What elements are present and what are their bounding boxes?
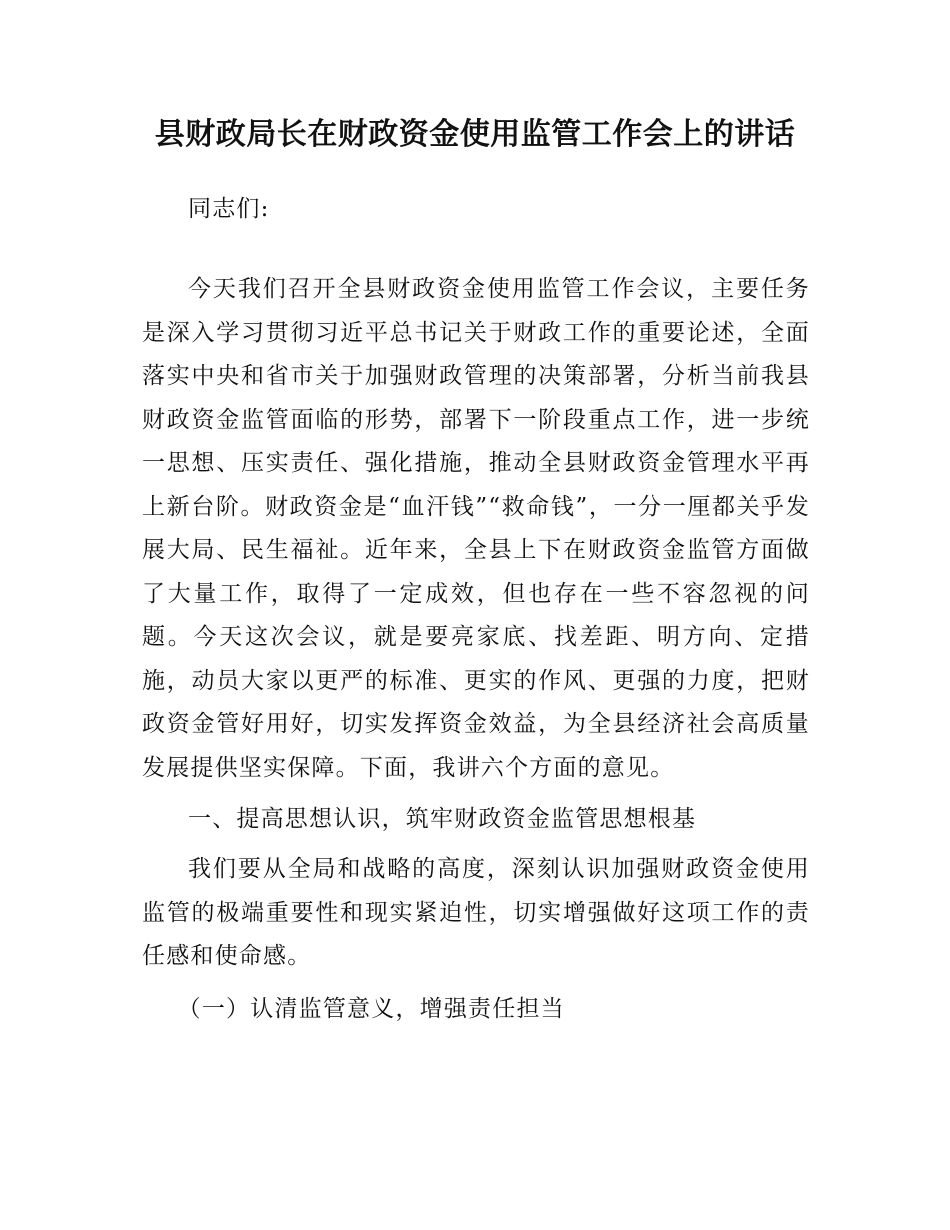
greeting: 同志们: <box>188 196 270 222</box>
intro-paragraph: 今天我们召开全县财政资金使用监管工作会议，主要任务是深入学习贯彻习近平总书记关于财政工作的重要论述，全面落实中央和省市关于加强财政管理的决策部署，分析当前我县财政资金监管面临的形势，部署下一阶段重点工作，进一步统一思想、压实责任、强化措施，推动全县财政资金管理水平再上新台阶。财政资金是“血汗钱”“救命钱”，一分一厘都关乎发展大局、民生福祉。近年来，全县上下在财政资金监管方面做了大量工作，取得了一定成效，但也存在一些不容忽视的问题。今天这次会议，就是要亮家底、找差距、明方向、定措施，动员大家以更严的标准、更实的作风、更强的力度，把财政资金管好用好，切实发挥资金效益，为全县经济社会高质量发展提供坚实保障。下面，我讲六个方面的意见。 <box>142 276 810 781</box>
section-1-heading: 一、提高思想认识，筑牢财政资金监管思想根基 <box>188 806 697 832</box>
section-1-subheading-1: （一）认清监管意义，增强责任担当 <box>177 996 565 1022</box>
section-1-paragraph: 我们要从全局和战略的高度，深刻认识加强财政资金使用监管的极端重要性和现实紧迫性，切实增强做好这项工作的责任感和使命感。 <box>142 856 810 969</box>
document-title: 县财政局长在财政资金使用监管工作会上的讲话 <box>154 117 796 152</box>
